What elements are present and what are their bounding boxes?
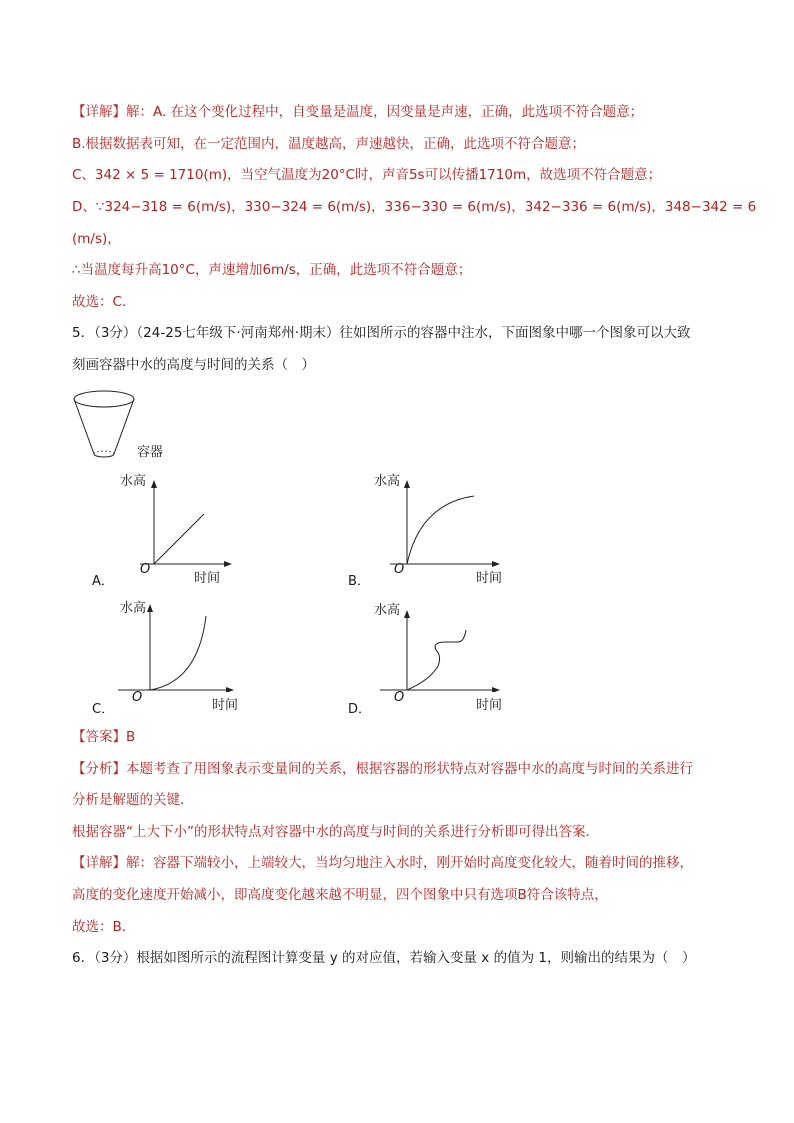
graph-c-curve	[150, 616, 206, 690]
graph-a-curve	[154, 514, 204, 564]
prev-detail-line3: C、342 × 5 = 1710(m)，当空气温度为20°C时，声音5s可以传播1710m，故选项不符合题意；	[72, 167, 662, 183]
answer-tag: 【答案】	[72, 729, 126, 745]
detail-tag: 【详解】	[72, 855, 126, 871]
prev-detail-line1: 【详解】解：A. 在这个变化过程中，自变量是温度，因变量是声速，正确，此选项不符合题意；	[72, 104, 644, 120]
graph-d-ylabel: 水高	[374, 603, 401, 618]
graph-d-origin: O	[394, 690, 405, 705]
prev-detail-line5: (m/s)，	[72, 231, 121, 247]
graph-c-xlabel: 时间	[212, 698, 239, 713]
prev-detail-line6: ∴当温度每升高10°C，声速增加6m/s，正确，此选项不符合题意；	[72, 262, 472, 278]
graph-a-xlabel: 时间	[194, 571, 221, 586]
analysis5-line1: 【分析】本题考查了用图象表示变量间的关系，根据容器的形状特点对容器中水的高度与时间的关系进行	[72, 761, 693, 777]
analysis5-line3: 根据容器“上大下小”的形状特点对容器中水的高度与时间的关系进行分析即可得出答案．	[72, 824, 599, 840]
option-b-label: B．	[348, 574, 370, 589]
graph-b-xlabel: 时间	[476, 571, 503, 586]
option-d-label: D．	[348, 702, 372, 717]
graph-d-curve	[407, 630, 466, 690]
graph-d-xlabel: 时间	[476, 698, 503, 713]
prev-detail-line2: B.根据数据表可知，在一定范围内，温度越高，声速越快，正确，此选项不符合题意；	[72, 136, 586, 152]
answer-value: B	[126, 729, 136, 745]
choose5: 故选：B．	[72, 919, 136, 935]
question6-line1: 6．（3分）根据如图所示的流程图计算变量 y 的对应值，若输入变量 x 的值为 1，则输出的结果为（ ）	[72, 950, 696, 966]
graph-a-ylabel: 水高	[120, 474, 147, 489]
detail-tag: 【详解】	[72, 104, 126, 120]
analysis5-line2: 分析是解题的关键．	[72, 792, 194, 808]
graph-c-origin: O	[132, 690, 143, 705]
graph-b-curve	[407, 496, 474, 564]
graph-b-origin: O	[394, 562, 405, 577]
option-c-label: C．	[92, 702, 115, 717]
analysis-tag: 【分析】	[72, 761, 126, 777]
detail5-line1: 【详解】解：容器下端较小，上端较大，当均匀地注入水时，刚开始时高度变化较大，随着时间的推移，	[72, 855, 693, 871]
prev-detail-line4: D、∵324−318 = 6(m/s)，330−324 = 6(m/s)，336−330 = 6(m/s)，342−336 = 6(m/s)，348−342 = 6	[72, 199, 757, 215]
graph-b-ylabel: 水高	[374, 474, 401, 489]
option-a-label: A．	[92, 574, 114, 589]
graph-c-ylabel: 水高	[120, 601, 147, 616]
container-label: 容器	[137, 445, 164, 460]
prev-choose: 故选：C．	[72, 294, 136, 310]
container-figure	[66, 386, 186, 466]
detail5-line2: 高度的变化速度开始减小，即高度变化越来越不明显，四个图象中只有选项B符合该特点，	[72, 887, 608, 903]
question5-line1: 5．（3分）（24-25七年级下·河南郑州·期末）往如图所示的容器中注水，下面图象中哪一个图象可以大致	[72, 325, 691, 341]
graph-a-origin: O	[140, 562, 151, 577]
answer5-line	[72, 727, 135, 747]
question5-line2: 刻画容器中水的高度与时间的关系（ ）	[72, 357, 315, 373]
